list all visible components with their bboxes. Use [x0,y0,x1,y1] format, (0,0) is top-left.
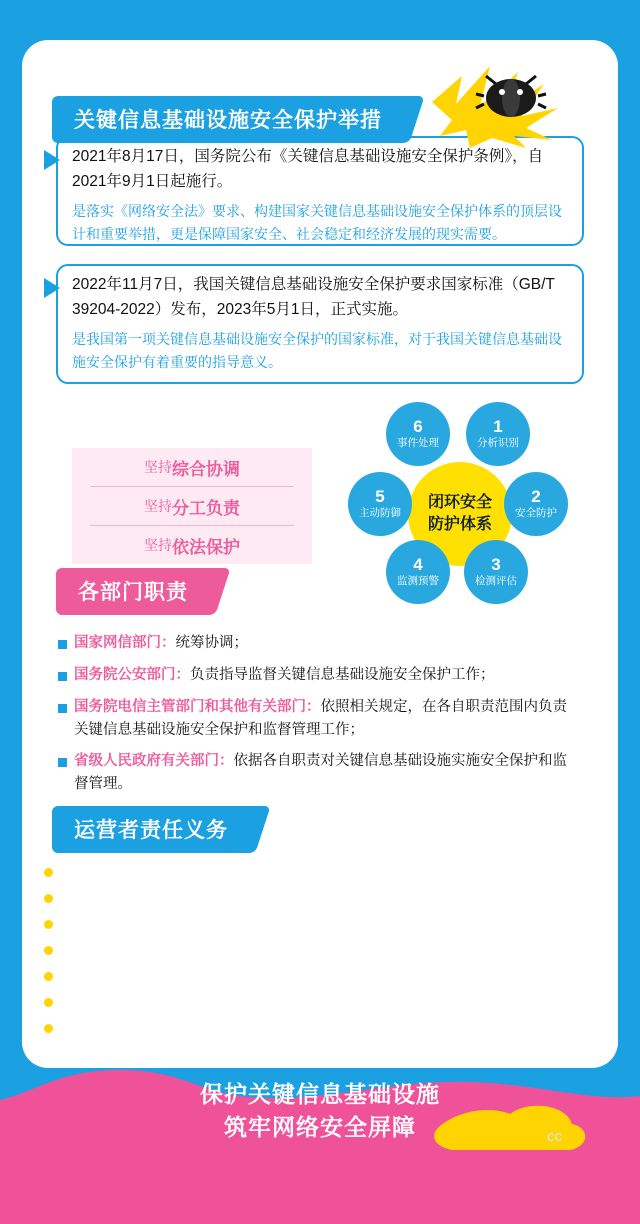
arrow-marker-2 [44,278,60,298]
operator-item-3: 设置专门安全管理机构 [60,943,205,959]
principles-panel [72,448,312,564]
wheel-node-1-num: 1 [493,417,503,436]
wheel-node-5-label: 主动防御 [359,507,401,519]
principle-1-key: 分工负责 [172,498,240,518]
principle-1-prefix: 坚持 [144,498,172,514]
bullet-square-0 [58,640,67,649]
section-title-departments-label: 各部门职责 [78,581,188,604]
principle-0-key: 综合协调 [172,459,240,479]
wheel-node-6-num: 6 [413,417,423,436]
bug-icon [474,66,548,122]
principle-2-key: 依法保护 [172,537,240,557]
bullet-dot-5 [44,998,53,1007]
wheel-node-5[interactable] [348,472,412,536]
measure-2-main-text: 2022年11月7日，我国关键信息基础设施安全保护要求国家标准（GB/T 39204-2022）发布，2023年5月1日，正式实施。 [72,276,555,318]
department-item-2 [74,696,578,742]
wheel-node-4[interactable] [386,540,450,604]
section-title-operator [52,806,250,853]
operator-item-5: 报告网络安全事件或网络安全威胁 [60,995,278,1011]
section-title-measures [52,96,404,143]
measure-1-main-text: 2021年8月17日，国务院公布《关键信息基础设施安全保护条例》，自2021年9月1日起施行。 [72,148,544,190]
footer-slogan-line1: 保护关键信息基础设施 [200,1081,440,1107]
arrow-marker-1 [44,150,60,170]
wheel-node-3-num: 3 [491,555,501,574]
department-1-name: 国务院公安部门： [74,667,190,683]
principle-item-1 [72,487,312,525]
bullet-dot-6 [44,1024,53,1033]
department-2-text: 依照相关规定，在各自职责范围内负责关键信息基础设施安全保护和监督管理工作； [74,699,567,738]
principle-0-prefix: 坚持 [144,459,172,475]
wheel-node-6[interactable] [386,402,450,466]
bullet-square-2 [58,704,67,713]
footer-credit: cc [547,1128,562,1145]
bullet-dot-0 [44,868,53,877]
bullet-square-3 [58,758,67,767]
department-3-text: 依据各自职责对关键信息基础设施实施安全保护和监督管理。 [74,753,567,792]
principle-2-prefix: 坚持 [144,537,172,553]
wheel-node-4-label: 监测预警 [397,575,439,587]
footer-slogan-line2: 筑牢网络安全屏障 [224,1114,416,1140]
section-title-departments [56,568,210,615]
wheel-node-2-label: 安全防护 [515,507,557,519]
operator-item-1: 与关键信息基础设施同步规划、同步建设、同步使用安全保护措施 [60,891,481,907]
wheel-node-3[interactable] [464,540,528,604]
wheel-node-3-label: 检测评估 [475,575,517,587]
wheel-center-line1: 闭环安全 [427,494,492,511]
wheel-node-4-num: 4 [413,555,423,574]
wheel-node-6-label: 事件处理 [397,437,439,449]
section-title-measures-label: 关键信息基础设施安全保护举措 [74,109,382,132]
department-0-text: 统筹协调； [175,635,248,651]
operator-item-0: 落实网络安全保护制度和责任制 [60,865,263,881]
principle-item-0 [72,448,312,486]
department-2-name: 国务院电信主管部门和其他有关部门： [74,699,321,715]
wheel-center-line2: 防护体系 [427,516,492,533]
operator-item-4: 开展安全监测和风险评估 [60,969,220,985]
department-item-1 [74,664,574,687]
department-1-text: 负责指导监督关键信息基础设施安全保护工作； [190,667,495,683]
wheel-node-2[interactable] [504,472,568,536]
bullet-square-1 [58,672,67,681]
footer-slogan [0,1078,640,1144]
bullet-dot-2 [44,920,53,929]
principle-item-2 [72,526,312,564]
bullet-dot-3 [44,946,53,955]
wheel-node-1[interactable] [466,402,530,466]
bullet-dot-1 [44,894,53,903]
wheel-node-2-num: 2 [531,487,541,506]
section-title-operator-label: 运营者责任义务 [74,819,228,842]
measure-1-sub-text: 是落实《网络安全法》要求、构建国家关键信息基础设施安全保护体系的顶层设计和重要举措，更是保障国家安全、社会稳定和经济发展的现实需要。 [72,203,562,242]
department-item-0 [74,632,574,655]
department-3-name: 省级人民政府有关部门： [74,753,234,769]
department-item-3 [74,750,578,796]
wheel-node-5-num: 5 [375,487,385,506]
operator-item-6: 规范网络产品和服务采购活动 [60,1021,249,1037]
bullet-dot-4 [44,972,53,981]
operator-item-2: 建立健全网络安全保护制度 [60,917,234,933]
department-0-name: 国家网信部门： [74,635,176,651]
measure-2-sub-text: 是我国第一项关键信息基础设施安全保护的国家标准，对于我国关键信息基础设施安全保护有着重要的指导意义。 [72,331,562,370]
wheel-node-1-label: 分析识别 [477,437,519,449]
